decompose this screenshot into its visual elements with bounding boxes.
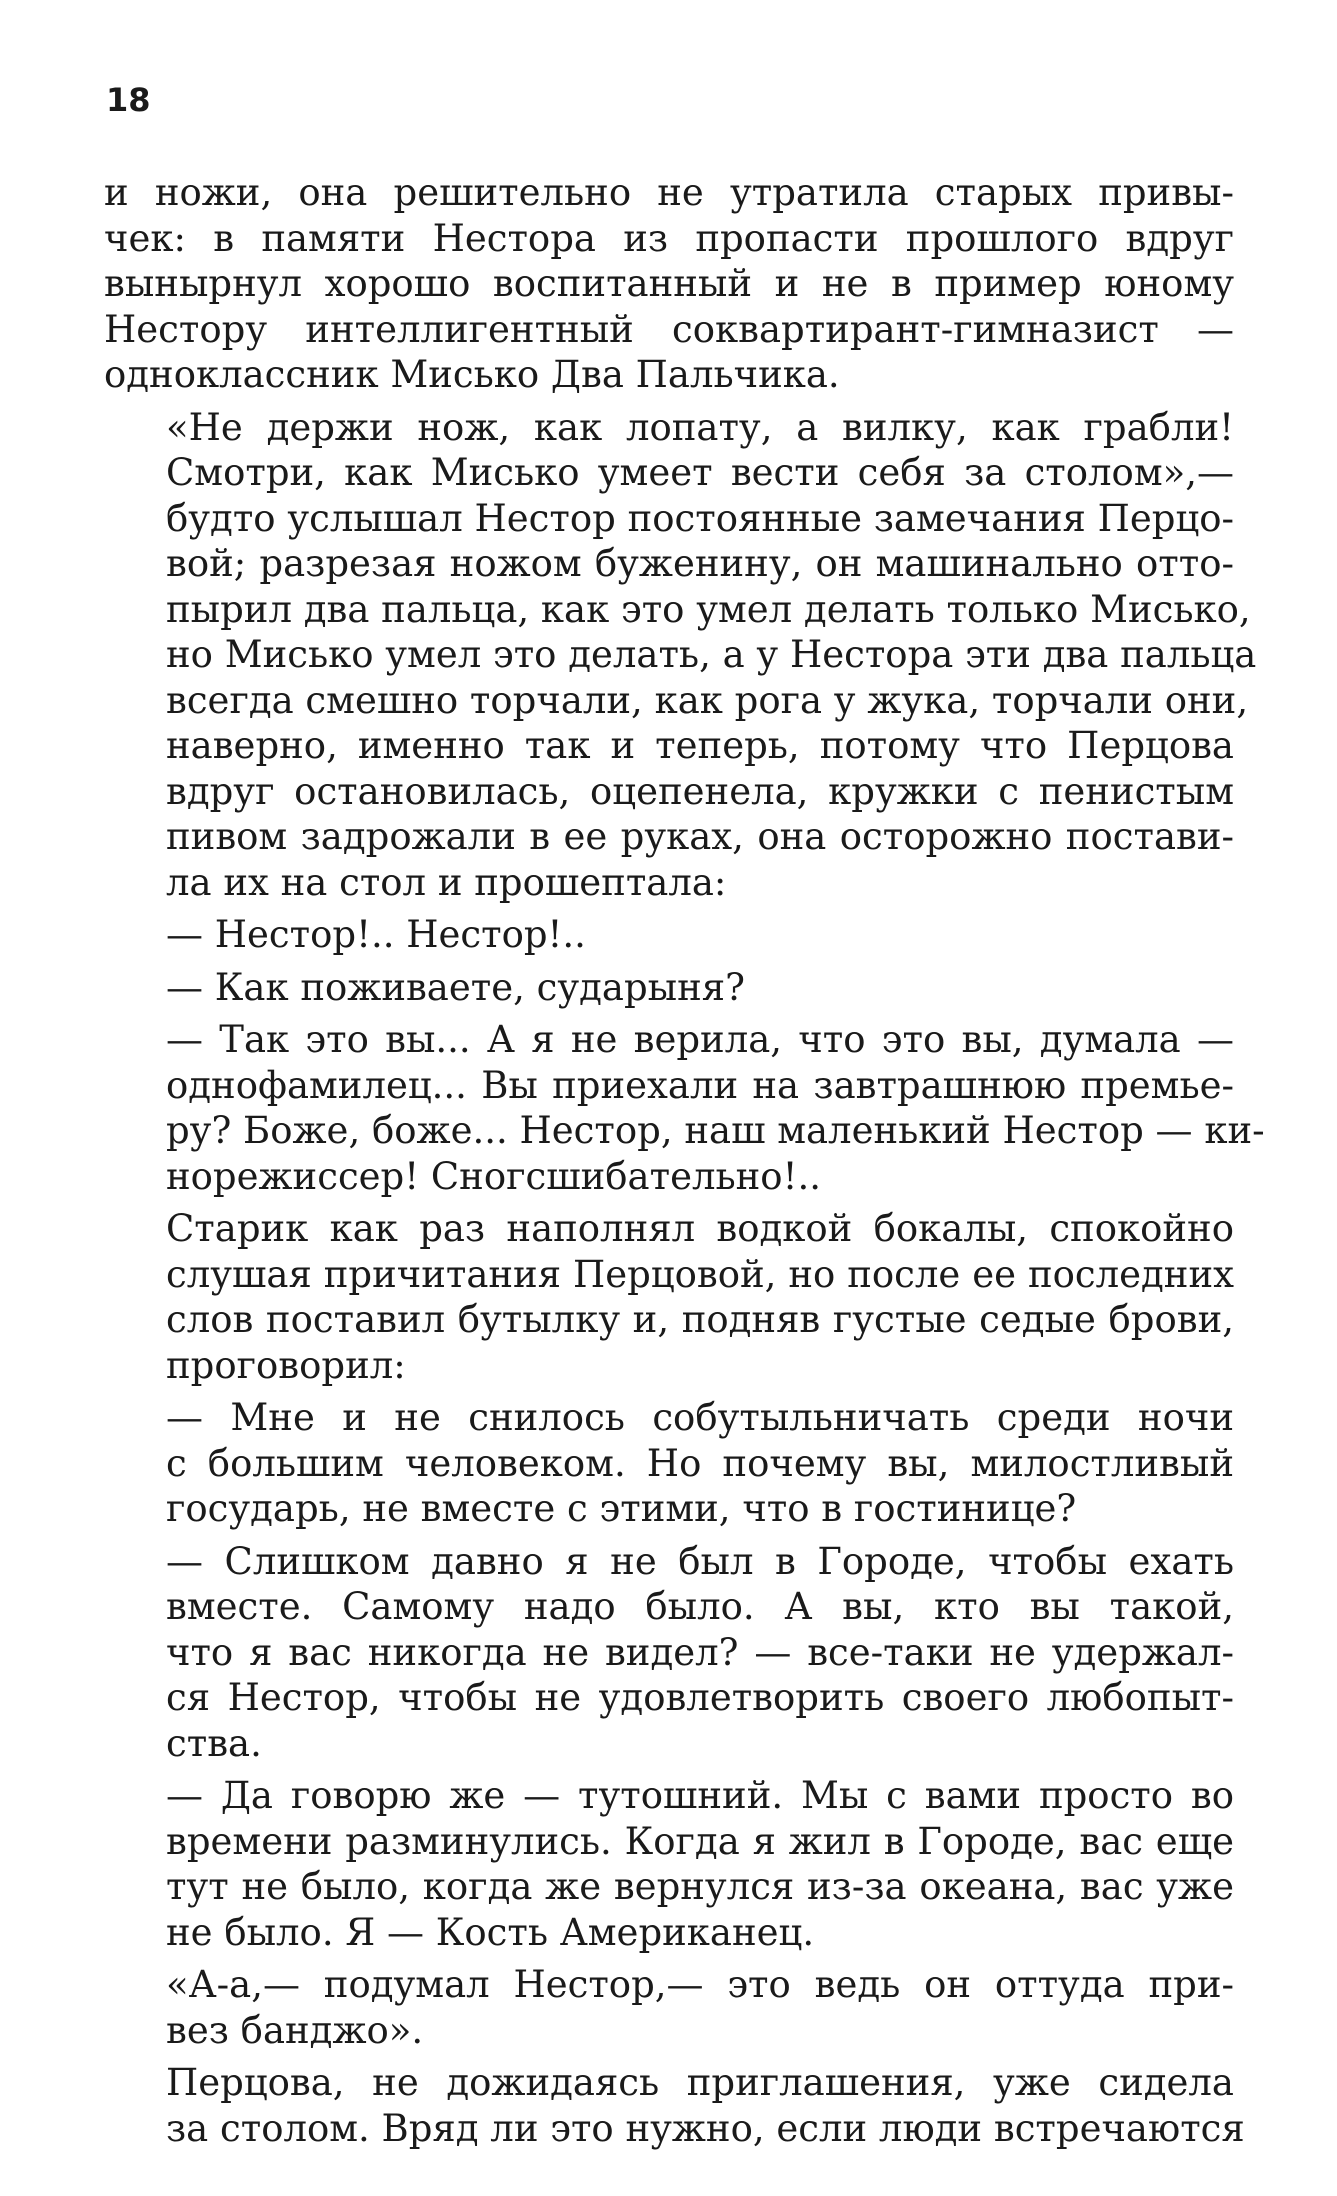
text-line: государь, не вместе с этими, что в гостинице?: [166, 1487, 1077, 1530]
text-line: слов поставил бутылку и, подняв густые седые брови,: [166, 1298, 1234, 1341]
paragraph: [104, 1395, 1234, 1532]
body-text: [104, 170, 1265, 2158]
text-line: вез банджо».: [166, 2008, 424, 2052]
text-line: но Мисько умел это делать, а у Нестора эти два пальца: [166, 633, 1257, 676]
text-line: будто услышал Нестор постоянные замечания Перцо-: [166, 496, 1235, 540]
text-line: вой; разрезая ножом буженину, он машинально отто-: [166, 542, 1234, 585]
text-line: времени разминулись. Когда я жил в Городе, вас еще: [166, 1819, 1234, 1863]
paragraph: [104, 2060, 1245, 2151]
paragraph: [104, 1017, 1265, 1199]
text-line: за столом. Вряд ли это нужно, если люди встречаются: [166, 2106, 1245, 2150]
text-line: Перцова, не дожидаясь приглашения, уже сидела: [166, 2061, 1234, 2104]
text-line: вынырнул хорошо воспитанный и не в пример юному: [104, 262, 1234, 305]
text-line: пивом задрожали в ее руках, она осторожно постави-: [166, 815, 1234, 858]
text-line: Старик как раз наполнял водкой бокалы, спокойно: [166, 1207, 1234, 1250]
page-number: 18: [106, 81, 151, 119]
paragraph: [104, 1773, 1234, 1955]
text-line: норежиссер! Сногсшибательно!..: [166, 1154, 821, 1198]
text-line: — Так это вы... А я не верила, что это вы, думала —: [166, 1018, 1234, 1061]
text-line: слушая причитания Перцовой, но после ее последних: [166, 1252, 1234, 1296]
text-line: и ножи, она решительно не утратила старых привы-: [104, 171, 1234, 214]
text-line: вдруг остановилась, оцепенела, кружки с пенистым: [166, 769, 1234, 813]
text-line: чек: в памяти Нестора из пропасти прошлого вдруг: [104, 216, 1234, 260]
text-line: ства.: [166, 1721, 262, 1765]
paragraph: [104, 1539, 1234, 1767]
text-line: не было. Я — Кость Американец.: [166, 1910, 815, 1954]
paragraph: [104, 405, 1257, 906]
text-line: с большим человеком. Но почему вы, милостливый: [166, 1441, 1234, 1485]
text-line: ла их на стол и прошептала:: [166, 860, 727, 904]
text-line: наверно, именно так и теперь, потому что Перцова: [166, 724, 1234, 767]
text-line: что я вас никогда не видел? — все-таки не удержал-: [166, 1630, 1234, 1674]
text-line: Смотри, как Мисько умеет вести себя за столом»,—: [166, 451, 1234, 494]
text-line: — Мне и не снилось собутыльничать среди ночи: [166, 1396, 1234, 1439]
text-line: — Нестор!.. Нестор!..: [166, 913, 586, 956]
text-line: всегда смешно торчали, как рога у жука, торчали они,: [166, 678, 1249, 722]
paragraph: [104, 170, 1234, 398]
text-line: «А-а,— подумал Нестор,— это ведь он оттуда при-: [166, 1963, 1234, 2006]
paragraph: [104, 1206, 1234, 1388]
text-line: Нестору интеллигентный соквартирант-гимназист —: [104, 307, 1234, 351]
text-line: ся Нестор, чтобы не удовлетворить своего любопыт-: [166, 1676, 1234, 1719]
paragraph: [104, 912, 1234, 958]
text-line: однофамилец... Вы приехали на завтрашнюю премье-: [166, 1063, 1234, 1107]
text-line: пырил два пальца, как это умел делать только Мисько,: [166, 587, 1251, 631]
text-line: одноклассник Мисько Два Пальчика.: [104, 353, 840, 396]
text-line: «Не держи нож, как лопату, а вилку, как грабли!: [166, 405, 1234, 449]
paragraph: [104, 965, 1234, 1011]
text-line: — Да говорю же — тутошний. Мы с вами просто во: [166, 1774, 1234, 1817]
text-line: тут не было, когда же вернулся из-за океана, вас уже: [166, 1865, 1234, 1908]
paragraph: [104, 1962, 1234, 2053]
text-line: ру? Боже, боже... Нестор, наш маленький Нестор — ки-: [166, 1109, 1265, 1152]
text-line: — Как поживаете, сударыня?: [166, 965, 745, 1009]
text-line: проговорил:: [166, 1343, 406, 1387]
text-line: вместе. Самому надо было. А вы, кто вы такой,: [166, 1585, 1234, 1628]
text-line: — Слишком давно я не был в Городе, чтобы ехать: [166, 1539, 1234, 1583]
